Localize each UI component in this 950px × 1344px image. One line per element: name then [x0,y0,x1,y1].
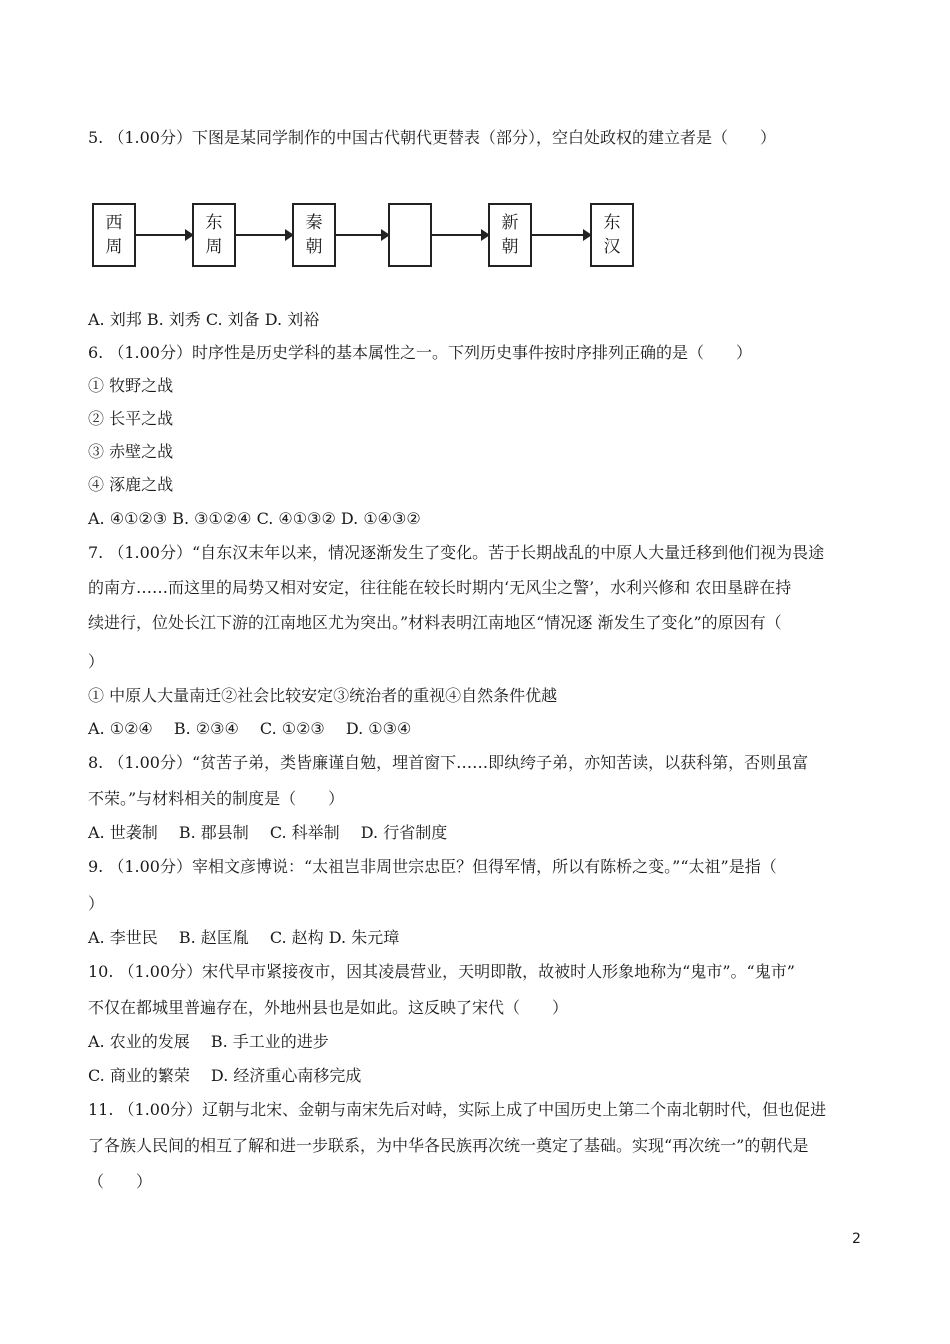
q8-options: A. 世袭制 B. 郡县制 C. 科举制 D. 行省制度 [88,823,448,842]
timeline-box-char: 朝 [305,237,323,257]
q6-item: ② 长平之战 [88,409,174,428]
timeline-box-char: 周 [205,237,223,257]
q11-stem-line: （ ） [88,1172,153,1191]
dynasty-timeline [88,203,648,273]
q8-stem-line: 8. （1.00分）“贫苦子弟，类皆廉谨自勉，埋首窗下……即纨绔子弟，亦知苦读，以获科第，否则虽富 [88,753,809,772]
timeline-box-eastern-han [590,203,634,267]
timeline-box-char: 新 [501,213,519,233]
q11-stem-line: 了各族人民间的相互了解和进一步联系，为中华各民族再次统一奠定了基础。实现“再次统一”的朝代是 [88,1136,809,1155]
timeline-arrow [532,234,590,236]
q6-options: A. ④①②③ B. ③①②④ C. ④①③② D. ①④③② [88,509,421,528]
q11-stem-line: 11. （1.00分）辽朝与北宋、金朝与南宋先后对峙，实际上成了中国历史上第二个南北朝时代，但也促进 [88,1100,827,1119]
timeline-box-qin [292,203,336,267]
timeline-box-char: 东 [205,213,223,233]
timeline-box-char: 东 [603,213,621,233]
timeline-box-char: 秦 [305,213,323,233]
q7-stem-line: 的南方……而这里的局势又相对安定，往往能在较长时期内‘无风尘之警’，水利兴修和 农田垦辟在持 [88,578,792,597]
q9-stem-line: ） [88,894,105,913]
page-number: 2 [852,1231,861,1247]
q6-stem: 6. （1.00分）时序性是历史学科的基本属性之一。下列历史事件按时序排列正确的是（ ） [88,343,752,362]
q5-options: A. 刘邦 B. 刘秀 C. 刘备 D. 刘裕 [88,310,320,329]
timeline-box-blank [388,203,432,267]
timeline-box-char: 朝 [501,237,519,257]
timeline-box-western-zhou [92,203,136,267]
q7-stem-line: 续进行，位处长江下游的江南地区尤为突出。”材料表明江南地区“情况逐 渐发生了变化”的原因有（ [88,613,782,632]
timeline-box-eastern-zhou [192,203,236,267]
q7-items: ① 中原人大量南迁②社会比较安定③统治者的重视④自然条件优越 [88,686,558,705]
timeline-box-char: 周 [105,237,123,257]
q6-item: ① 牧野之战 [88,376,174,395]
timeline-arrow [336,234,388,236]
q8-stem-line: 不荣。”与材料相关的制度是（ ） [88,789,345,808]
q9-options: A. 李世民 B. 赵匡胤 C. 赵构 D. 朱元璋 [88,928,400,947]
q6-item: ③ 赤壁之战 [88,442,174,461]
timeline-box-char: 汉 [603,237,621,257]
timeline-box-char: 西 [105,213,123,233]
timeline-box-xin [488,203,532,267]
q7-stem-line: ） [88,652,105,671]
timeline-arrow [136,234,192,236]
q6-item: ④ 涿鹿之战 [88,475,174,494]
q9-stem-line: 9. （1.00分）宰相文彦博说：“太祖岂非周世宗忠臣？但得军情，所以有陈桥之变。”“太祖”是指（ [88,857,777,876]
q10-stem-line: 10. （1.00分）宋代早市紧接夜市，因其凌晨营业，天明即散，故被时人形象地称为“鬼市”。“鬼市” [88,962,795,981]
q7-options: A. ①②④ B. ②③④ C. ①②③ D. ①③④ [88,719,412,738]
q5-stem: 5. （1.00分）下图是某同学制作的中国古代朝代更替表（部分），空白处政权的建立者是（ ） [88,128,776,147]
q10-options-line: A. 农业的发展 B. 手工业的进步 [88,1032,329,1051]
timeline-arrow [432,234,488,236]
q10-options-line: C. 商业的繁荣 D. 经济重心南移完成 [88,1066,362,1085]
q10-stem-line: 不仅在都城里普遍存在，外地州县也是如此。这反映了宋代（ ） [88,998,569,1017]
q7-stem-line: 7. （1.00分）“自东汉末年以来，情况逐渐发生了变化。苦于长期战乱的中原人大量迁移到他们视为畏途 [88,543,825,562]
timeline-arrow [236,234,292,236]
